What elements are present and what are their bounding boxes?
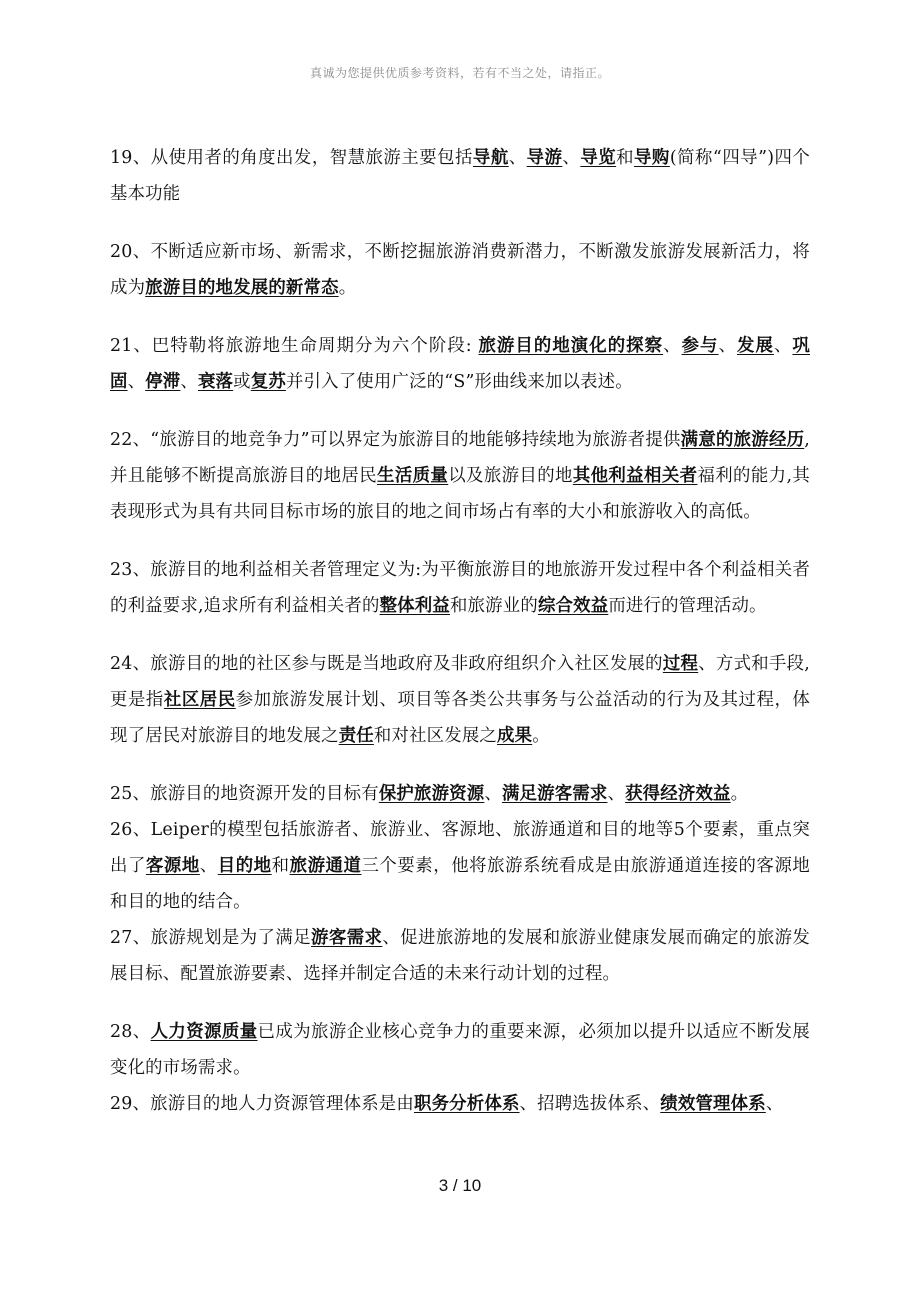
paragraph-item <box>110 234 810 306</box>
paragraph-text: 20、不断适应新市场、新需求，不断挖掘旅游消费新潜力，不断激发旅游发展新活力，将成为 <box>110 242 810 298</box>
paragraph-text: 、 <box>663 336 682 356</box>
paragraph-text: 已成为旅游企业核心竞争力的重要来源，必须加以提升以适应不断发展变化的市场需求。 <box>110 1022 810 1078</box>
keyword-answer: 满意的旅游经历 <box>680 430 805 450</box>
keyword-answer: 游客需求 <box>311 928 383 948</box>
document-body <box>110 140 810 1122</box>
keyword-answer: 导览 <box>580 148 617 168</box>
paragraph-text: 27、旅游规划是为了满足 <box>110 928 312 948</box>
paragraph-item <box>110 140 810 212</box>
paragraph-text: 、 <box>607 784 626 804</box>
paragraph-item <box>110 646 810 754</box>
keyword-answer: 导购 <box>634 148 670 168</box>
paragraph-text: 24、旅游目的地的社区参与既是当地政府及非政府组织介入社区发展的 <box>110 654 663 674</box>
keyword-answer: 旅游通道 <box>289 856 362 876</box>
keyword-answer: 责任 <box>338 726 374 746</box>
paragraph-text: 、方式和手段,更是指 <box>110 654 810 710</box>
paragraph-item <box>110 812 810 920</box>
paragraph-text: 19、从使用者的角度出发，智慧旅游主要包括 <box>110 148 473 168</box>
keyword-answer: 成果 <box>497 726 533 746</box>
keyword-answer: 社区居民 <box>163 690 236 710</box>
paragraph-item <box>110 1014 810 1086</box>
paragraph-text: 26、Leiper的模型包括旅游者、旅游业、客源地、旅游通道和目的地等5个要素，重点突出了 <box>110 820 810 876</box>
paragraph-text: 、 <box>765 1094 784 1114</box>
paragraph-text: 23、旅游目的地利益相关者管理定义为:为平衡旅游目的地旅游开发过程中各个利益相关者的利益要求,追求所有利益相关者的 <box>110 560 810 616</box>
keyword-answer: 保护旅游资源 <box>378 784 485 804</box>
paragraph-text: 、 <box>199 856 218 876</box>
paragraph-text: 三个要素，他将旅游系统看成是由旅游通道连接的客源地和目的地的结合。 <box>110 856 810 912</box>
keyword-answer: 目的地 <box>217 856 272 876</box>
keyword-answer: 获得经济效益 <box>625 784 731 804</box>
paragraph-text: 22、“旅游目的地竞争力”可以界定为旅游目的地能够持续地为旅游者提供 <box>110 430 681 450</box>
paragraph-item <box>110 422 810 530</box>
keyword-answer: 复苏 <box>250 372 286 392</box>
paragraph-text: 28、 <box>110 1022 151 1042</box>
keyword-answer: 生活质量 <box>377 466 449 486</box>
keyword-answer: 停滞 <box>145 372 181 392</box>
paragraph-text: 、促进旅游地的发展和旅游业健康发展而确定的旅游发展目标、配置旅游要素、选择并制定合适的未来行动计划的过程。 <box>110 928 810 984</box>
page-header: 真诚为您提供优质参考资料，若有不当之处，请指正。 <box>309 66 610 80</box>
keyword-answer: 人力资源质量 <box>150 1022 258 1042</box>
paragraph-text: 而进行的管理活动。 <box>608 596 767 616</box>
paragraph-text: 、 <box>127 372 146 392</box>
paragraph-item <box>110 328 810 400</box>
paragraph-item <box>110 1086 810 1122</box>
paragraph-text: 并引入了使用广泛的“S”形曲线来加以表述。 <box>285 372 633 392</box>
paragraph-text: 或 <box>233 372 251 392</box>
keyword-answer: 其他利益相关者 <box>572 466 698 486</box>
paragraph-text: 29、旅游目的地人力资源管理体系是由 <box>110 1094 414 1114</box>
paragraph-text: 福利的能力,其表现形式为具有共同目标市场的旅目的地之间市场占有率的大小和旅游收入的高低。 <box>110 466 810 522</box>
paragraph-text: ,并且能够不断提高旅游目的地居民 <box>110 430 810 486</box>
paragraph-text: 。 <box>338 278 357 298</box>
keyword-answer: 旅游目的地演化的探察 <box>478 336 664 356</box>
page-number: 3 / 10 <box>438 1176 482 1195</box>
keyword-answer: 满足游客需求 <box>501 784 608 804</box>
paragraph-text: 21、巴特勒将旅游地生命周期分为六个阶段: <box>110 336 479 356</box>
keyword-answer: 参与 <box>681 336 719 356</box>
keyword-answer: 旅游目的地发展的新常态 <box>145 278 339 298</box>
paragraph-text: 以及旅游目的地 <box>448 466 573 486</box>
paragraph-text: 、 <box>484 784 502 804</box>
keyword-answer: 职务分析体系 <box>413 1094 520 1114</box>
paragraph-text: 。 <box>532 726 550 746</box>
paragraph-text: 、 <box>718 336 737 356</box>
keyword-answer: 巩固 <box>110 336 810 392</box>
paragraph-text: 。 <box>730 784 749 804</box>
paragraph-text: 、 <box>180 372 198 392</box>
keyword-answer: 导航 <box>472 148 509 168</box>
paragraph-text: 和旅游业的 <box>449 596 538 616</box>
paragraph-text: 和 <box>271 856 290 876</box>
keyword-answer: 综合效益 <box>537 596 609 616</box>
keyword-answer: 发展 <box>737 336 774 356</box>
paragraph-item <box>110 552 810 624</box>
keyword-answer: 整体利益 <box>379 596 450 616</box>
keyword-answer: 过程 <box>662 654 699 674</box>
keyword-answer: 衰落 <box>197 372 234 392</box>
paragraph-item <box>110 776 810 812</box>
paragraph-text: 和对社区发展之 <box>373 726 498 746</box>
paragraph-text: 、 <box>773 336 793 356</box>
paragraph-text: 、招聘选拔体系、 <box>519 1094 661 1114</box>
keyword-answer: 绩效管理体系 <box>660 1094 766 1114</box>
paragraph-text: (简称“四导”)四个基本功能 <box>110 148 810 204</box>
paragraph-text: 25、旅游目的地资源开发的目标有 <box>110 784 379 804</box>
paragraph-text: 、 <box>562 148 581 168</box>
paragraph-text: 参加旅游发展计划、项目等各类公共事务与公益活动的行为及其过程，体现了居民对旅游目的地发展之 <box>110 690 810 746</box>
paragraph-text: 和 <box>616 148 635 168</box>
keyword-answer: 导游 <box>526 148 563 168</box>
keyword-answer: 客源地 <box>145 856 200 876</box>
paragraph-text: 、 <box>508 148 527 168</box>
paragraph-item <box>110 920 810 992</box>
